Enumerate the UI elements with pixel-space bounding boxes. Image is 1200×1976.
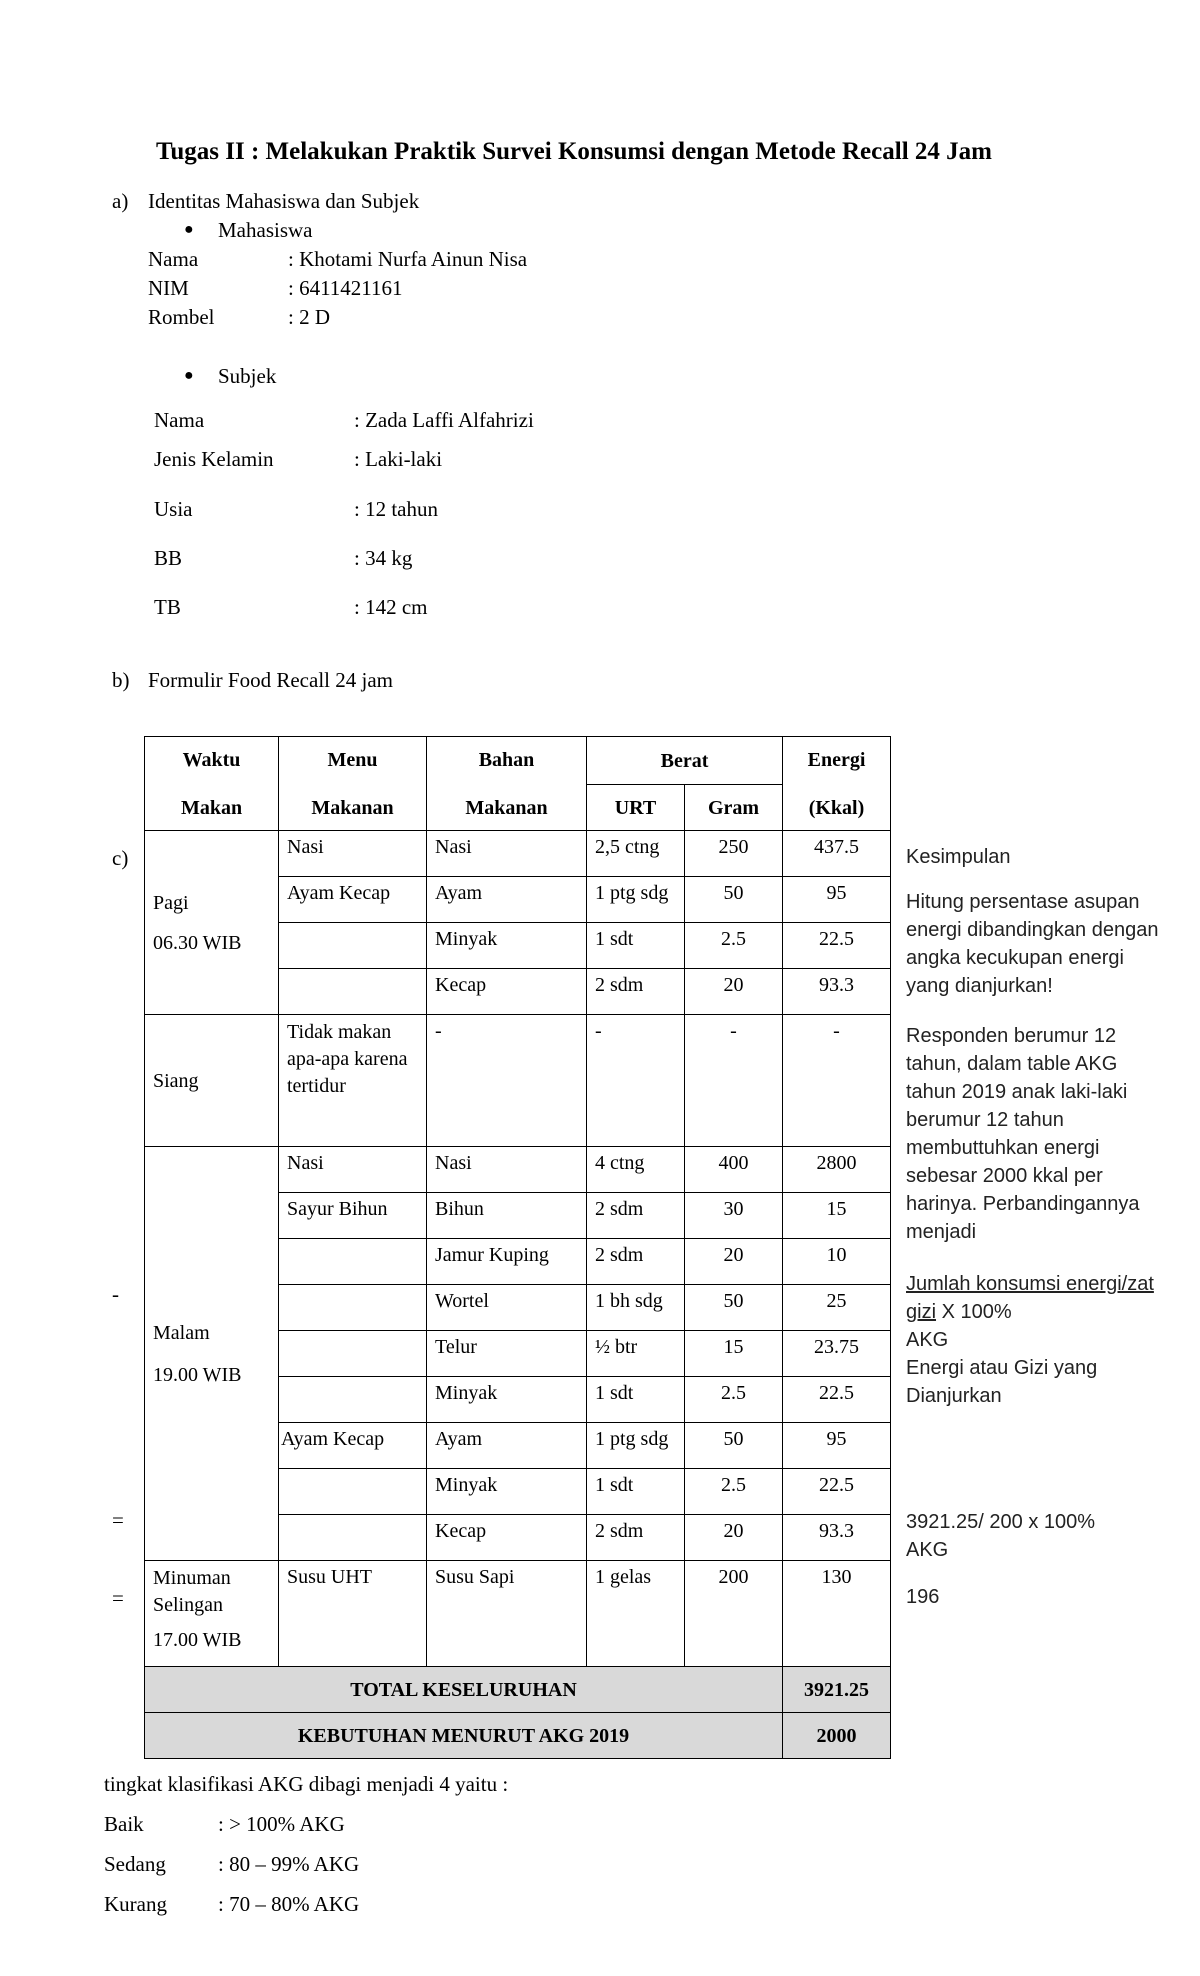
total-value: 3921.25	[783, 1667, 891, 1713]
cell-urt: 1 sdt	[587, 1469, 685, 1515]
cell-bahan: Telur	[427, 1331, 587, 1377]
cell-energi: 93.3	[783, 1515, 891, 1561]
cell-menu: Sayur Bihun	[279, 1193, 427, 1239]
kesimpulan-instruction: Hitung persentase asupan energi dibandingkan dengan angka kecukupan energi yang dianjurkan!	[906, 891, 1159, 997]
cell-energi: 437.5	[783, 831, 891, 877]
cell-gram: 2.5	[685, 1377, 783, 1423]
cell-gram: 50	[685, 1423, 783, 1469]
mahasiswa-label: Mahasiswa	[218, 218, 313, 242]
formula-akg: AKG	[906, 1329, 949, 1351]
header-energi: Energi (Kkal)	[783, 737, 891, 831]
cell-energi: 2800	[783, 1147, 891, 1193]
subjek-field-value: : 12 tahun	[354, 497, 438, 521]
cell-gram: 2.5	[685, 1469, 783, 1515]
cell-gram: 200	[685, 1561, 783, 1667]
subjek-field-label: Usia	[154, 497, 193, 521]
cell-bahan: Minyak	[427, 923, 587, 969]
mahasiswa-field-value: : 6411421161	[288, 276, 403, 300]
cell-gram: 20	[685, 1239, 783, 1285]
cell-urt: 2 sdm	[587, 1515, 685, 1561]
formula-numerator: Jumlah konsumsi energi/zat gizi	[906, 1273, 1154, 1323]
klasifikasi-label: Kurang	[104, 1892, 167, 1916]
calculation-result: 196	[906, 1586, 940, 1608]
section-b-heading: Formulir Food Recall 24 jam	[148, 668, 393, 692]
cell-energi: 15	[783, 1193, 891, 1239]
cell-bahan: Bihun	[427, 1193, 587, 1239]
cell-menu	[279, 1515, 427, 1561]
cell-bahan: Jamur Kuping	[427, 1239, 587, 1285]
cell-menu: Tidak makan apa-apa karena tertidur	[279, 1015, 427, 1147]
cell-menu: Susu UHT	[279, 1561, 427, 1667]
cell-menu	[279, 969, 427, 1015]
mahasiswa-field-value: : Khotami Nurfa Ainun Nisa	[288, 247, 528, 271]
section-a-marker: a)	[112, 189, 129, 213]
formula-multiplier: X 100%	[936, 1301, 1012, 1323]
kesimpulan-explanation: Responden berumur 12 tahun, dalam table AKG tahun 2019 anak laki-laki berumur 12 tahun membuttuhkan energi sebesar 2000 kkal per harinya. Perbandingannya menjadi	[906, 1025, 1140, 1243]
header-berat: Berat	[587, 737, 783, 785]
cell-gram: 20	[685, 969, 783, 1015]
cell-urt: 2 sdm	[587, 1193, 685, 1239]
cell-urt: 1 bh sdg	[587, 1285, 685, 1331]
subjek-field-value: : 34 kg	[354, 546, 413, 570]
cell-bahan: Nasi	[427, 831, 587, 877]
cell-bahan: Ayam	[427, 1423, 587, 1469]
subjek-field-label: Nama	[154, 408, 205, 432]
cell-urt: -	[587, 1015, 685, 1147]
cell-menu: Ayam Kecap	[279, 877, 427, 923]
mahasiswa-field-label: NIM	[148, 276, 189, 300]
klasifikasi-value: : > 100% AKG	[218, 1812, 345, 1836]
subjek-field-label: TB	[154, 595, 181, 619]
cell-gram: 50	[685, 877, 783, 923]
cell-gram: 400	[685, 1147, 783, 1193]
mahasiswa-field-value: : 2 D	[288, 305, 330, 329]
cell-bahan: Kecap	[427, 1515, 587, 1561]
cell-menu	[279, 923, 427, 969]
klasifikasi-intro: tingkat klasifikasi AKG dibagi menjadi 4 yaitu :	[104, 1772, 509, 1796]
cell-urt: 2 sdm	[587, 969, 685, 1015]
subjek-field-value: : Zada Laffi Alfahrizi	[354, 408, 534, 432]
group-siang: Siang	[145, 1015, 279, 1147]
page-title: Tugas II : Melakukan Praktik Survei Konsumsi dengan Metode Recall 24 Jam	[156, 138, 992, 165]
cell-menu	[279, 1285, 427, 1331]
header-menu-makanan: Menu Makanan	[279, 737, 427, 831]
margin-mark-equals: =	[112, 1586, 124, 1610]
cell-menu	[279, 1377, 427, 1423]
subjek-field-value: : 142 cm	[354, 595, 428, 619]
mahasiswa-field-label: Rombel	[148, 305, 215, 329]
calculation: 3921.25/ 200 x 100% AKG	[906, 1511, 1096, 1561]
cell-energi: 23.75	[783, 1331, 891, 1377]
cell-menu	[279, 1239, 427, 1285]
cell-energi: 22.5	[783, 1469, 891, 1515]
total-label: TOTAL KESELURUHAN	[145, 1667, 783, 1713]
subjek-field-value: : Laki-laki	[354, 447, 443, 471]
cell-urt: 2,5 ctng	[587, 831, 685, 877]
cell-gram: 30	[685, 1193, 783, 1239]
cell-energi: 22.5	[783, 923, 891, 969]
klasifikasi-label: Sedang	[104, 1852, 166, 1876]
cell-urt: ½ btr	[587, 1331, 685, 1377]
cell-gram: 15	[685, 1331, 783, 1377]
cell-urt: 1 gelas	[587, 1561, 685, 1667]
cell-urt: 1 sdt	[587, 1377, 685, 1423]
cell-bahan: -	[427, 1015, 587, 1147]
header-urt: URT	[587, 785, 685, 831]
group-selingan: Minuman Selingan 17.00 WIB	[145, 1561, 279, 1667]
cell-menu: Nasi	[279, 1147, 427, 1193]
cell-menu: Nasi	[279, 831, 427, 877]
cell-bahan: Kecap	[427, 969, 587, 1015]
cell-energi: 10	[783, 1239, 891, 1285]
header-bahan-makanan: Bahan Makanan	[427, 737, 587, 831]
header-waktu-makan: Waktu Makan	[145, 737, 279, 831]
cell-energi: 93.3	[783, 969, 891, 1015]
cell-urt: 1 ptg sdg	[587, 1423, 685, 1469]
cell-energi: -	[783, 1015, 891, 1147]
formula-denominator: Energi atau Gizi yang Dianjurkan	[906, 1357, 1098, 1407]
cell-bahan: Wortel	[427, 1285, 587, 1331]
cell-urt: 1 sdt	[587, 923, 685, 969]
margin-mark-equals: =	[112, 1508, 124, 1532]
cell-bahan: Minyak	[427, 1377, 587, 1423]
cell-bahan: Minyak	[427, 1469, 587, 1515]
klasifikasi-value: : 80 – 99% AKG	[218, 1852, 360, 1876]
cell-energi: 130	[783, 1561, 891, 1667]
cell-energi: 25	[783, 1285, 891, 1331]
cell-menu	[279, 1331, 427, 1377]
kesimpulan-heading: Kesimpulan	[906, 846, 1011, 868]
cell-gram: 50	[685, 1285, 783, 1331]
cell-energi: 95	[783, 877, 891, 923]
section-a-heading: Identitas Mahasiswa dan Subjek	[148, 189, 420, 213]
cell-energi: 95	[783, 1423, 891, 1469]
cell-gram: -	[685, 1015, 783, 1147]
section-b-marker: b)	[112, 668, 130, 692]
klasifikasi-value: : 70 – 80% AKG	[218, 1892, 360, 1916]
mahasiswa-field-label: Nama	[148, 247, 199, 271]
akg-label: KEBUTUHAN MENURUT AKG 2019	[145, 1713, 783, 1759]
cell-bahan: Ayam	[427, 877, 587, 923]
margin-mark-c: c)	[112, 846, 129, 870]
cell-gram: 20	[685, 1515, 783, 1561]
klasifikasi-label: Baik	[104, 1812, 144, 1836]
bullet-icon: ●	[184, 367, 194, 384]
group-pagi: Pagi 06.30 WIB	[145, 831, 279, 1015]
cell-gram: 2.5	[685, 923, 783, 969]
bullet-icon: ●	[184, 221, 194, 238]
subjek-field-label: BB	[154, 546, 183, 570]
cell-urt: 1 ptg sdg	[587, 877, 685, 923]
subjek-label: Subjek	[218, 364, 277, 388]
cell-bahan: Nasi	[427, 1147, 587, 1193]
cell-urt: 4 ctng	[587, 1147, 685, 1193]
food-recall-table	[144, 736, 891, 1759]
margin-mark-dash: -	[112, 1282, 119, 1306]
cell-bahan: Susu Sapi	[427, 1561, 587, 1667]
cell-energi: 22.5	[783, 1377, 891, 1423]
group-malam: Malam 19.00 WIB	[145, 1147, 279, 1561]
cell-urt: 2 sdm	[587, 1239, 685, 1285]
cell-gram: 250	[685, 831, 783, 877]
cell-menu: Ayam Kecap	[279, 1423, 427, 1469]
cell-menu	[279, 1469, 427, 1515]
subjek-field-label: Jenis Kelamin	[154, 447, 274, 471]
akg-value: 2000	[783, 1713, 891, 1759]
header-gram: Gram	[685, 785, 783, 831]
akg-formula	[906, 1270, 1168, 1410]
